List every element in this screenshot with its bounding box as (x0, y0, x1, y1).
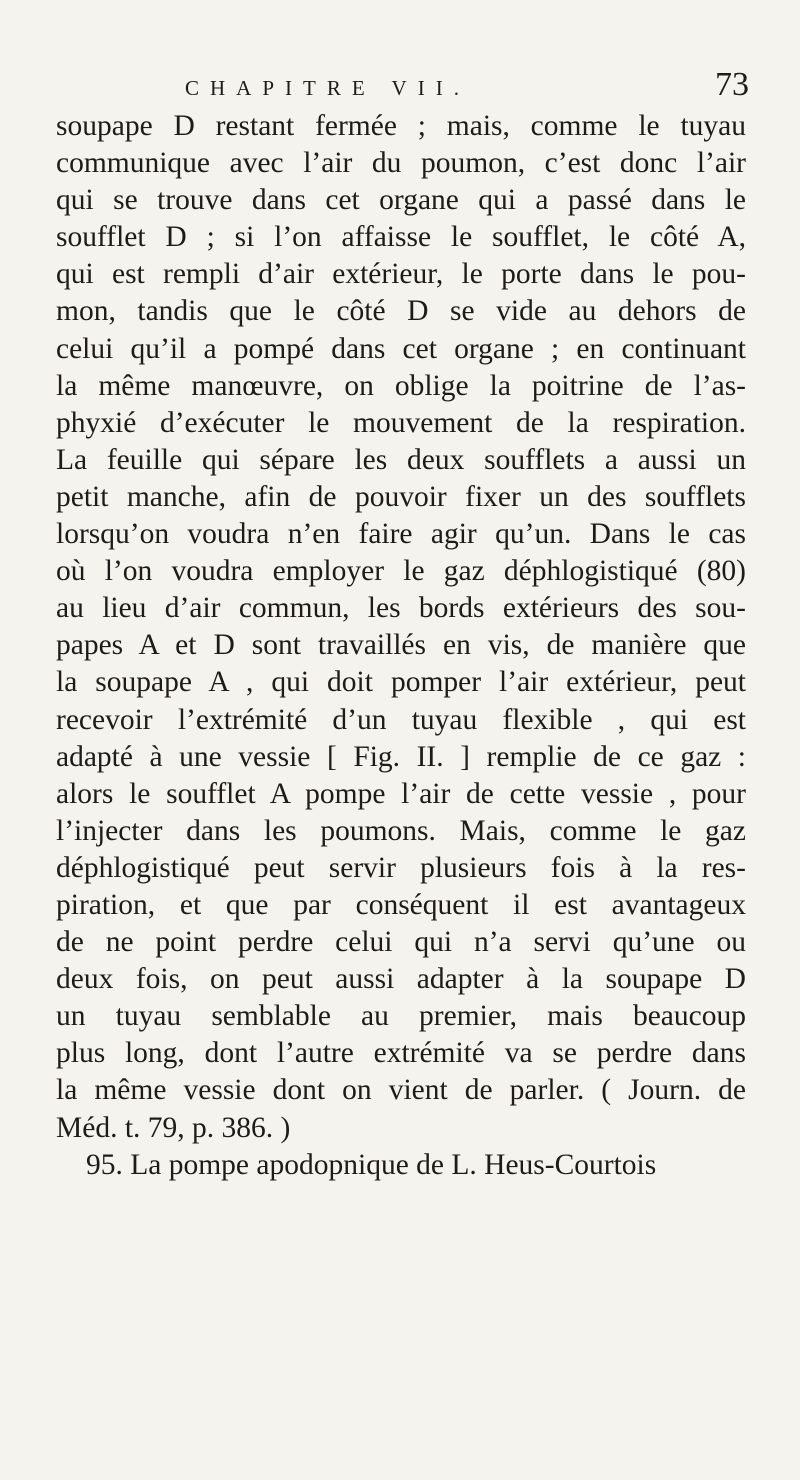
text-line: mon, tandis que le côté D se vide au dehors de (56, 295, 746, 328)
text-line: soufflet D ; si l’on affaisse le soufflet, le côté A, (56, 221, 746, 254)
text-line: adapté à une vessie [ Fig. II. ] remplie de ce gaz : (56, 740, 746, 773)
text-line: lorsqu’on voudra n’en faire agir qu’un. Dans le cas (56, 518, 746, 551)
text-line: La feuille qui sépare les deux soufflets a aussi un (56, 443, 746, 476)
text-line: la même manœuvre, on oblige la poitrine de l’as- (56, 369, 746, 402)
text-line: recevoir l’extrémité d’un tuyau flexible , qui est (56, 703, 746, 736)
section-heading-line: 95. La pompe apodopnique de L. Heus-Courtois (86, 1148, 657, 1181)
text-line: qui est rempli d’air extérieur, le porte dans le pou- (56, 258, 746, 291)
text-line: la même vessie dont on vient de parler. ( Journ. de (56, 1074, 746, 1107)
text-line: alors le soufflet A pompe l’air de cette vessie , pour (56, 777, 746, 810)
running-title: CHAPITRE VII. (185, 76, 470, 100)
text-line: Méd. t. 79, p. 386. ) (56, 1111, 291, 1144)
text-line: petit manche, afin de pouvoir fixer un des soufflets (56, 480, 746, 513)
text-line: qui se trouve dans cet organe qui a passé dans le (56, 184, 746, 217)
text-line: papes A et D sont travaillés en vis, de manière que (56, 629, 746, 662)
text-line: piration, et que par conséquent il est avantageux (56, 888, 746, 921)
body-text (56, 108, 746, 1184)
text-line: phyxié d’exécuter le mouvement de la respiration. (56, 406, 746, 439)
text-line: plus long, dont l’autre extrémité va se perdre dans (56, 1037, 746, 1070)
text-line: au lieu d’air commun, les bords extérieurs des sou- (56, 592, 746, 625)
text-line: deux fois, on peut aussi adapter à la soupape D (56, 963, 746, 996)
text-line: déphlogistiqué peut servir plusieurs fois à la res- (56, 851, 746, 884)
text-line: de ne point perdre celui qui n’a servi qu’une ou (56, 926, 746, 959)
page-number: 73 (715, 66, 749, 103)
text-line: celui qu’il a pompé dans cet organe ; en continuant (56, 332, 746, 365)
text-line: l’injecter dans les poumons. Mais, comme le gaz (56, 814, 746, 847)
text-line: communique avec l’air du poumon, c’est donc l’air (56, 147, 746, 180)
text-line: où l’on voudra employer le gaz déphlogistiqué (80) (56, 555, 746, 588)
text-line: soupape D restant fermée ; mais, comme le tuyau (56, 110, 746, 142)
text-line: un tuyau semblable au premier, mais beaucoup (56, 1000, 746, 1033)
text-line: la soupape A , qui doit pomper l’air extérieur, peut (56, 666, 746, 699)
page-header (185, 66, 749, 106)
